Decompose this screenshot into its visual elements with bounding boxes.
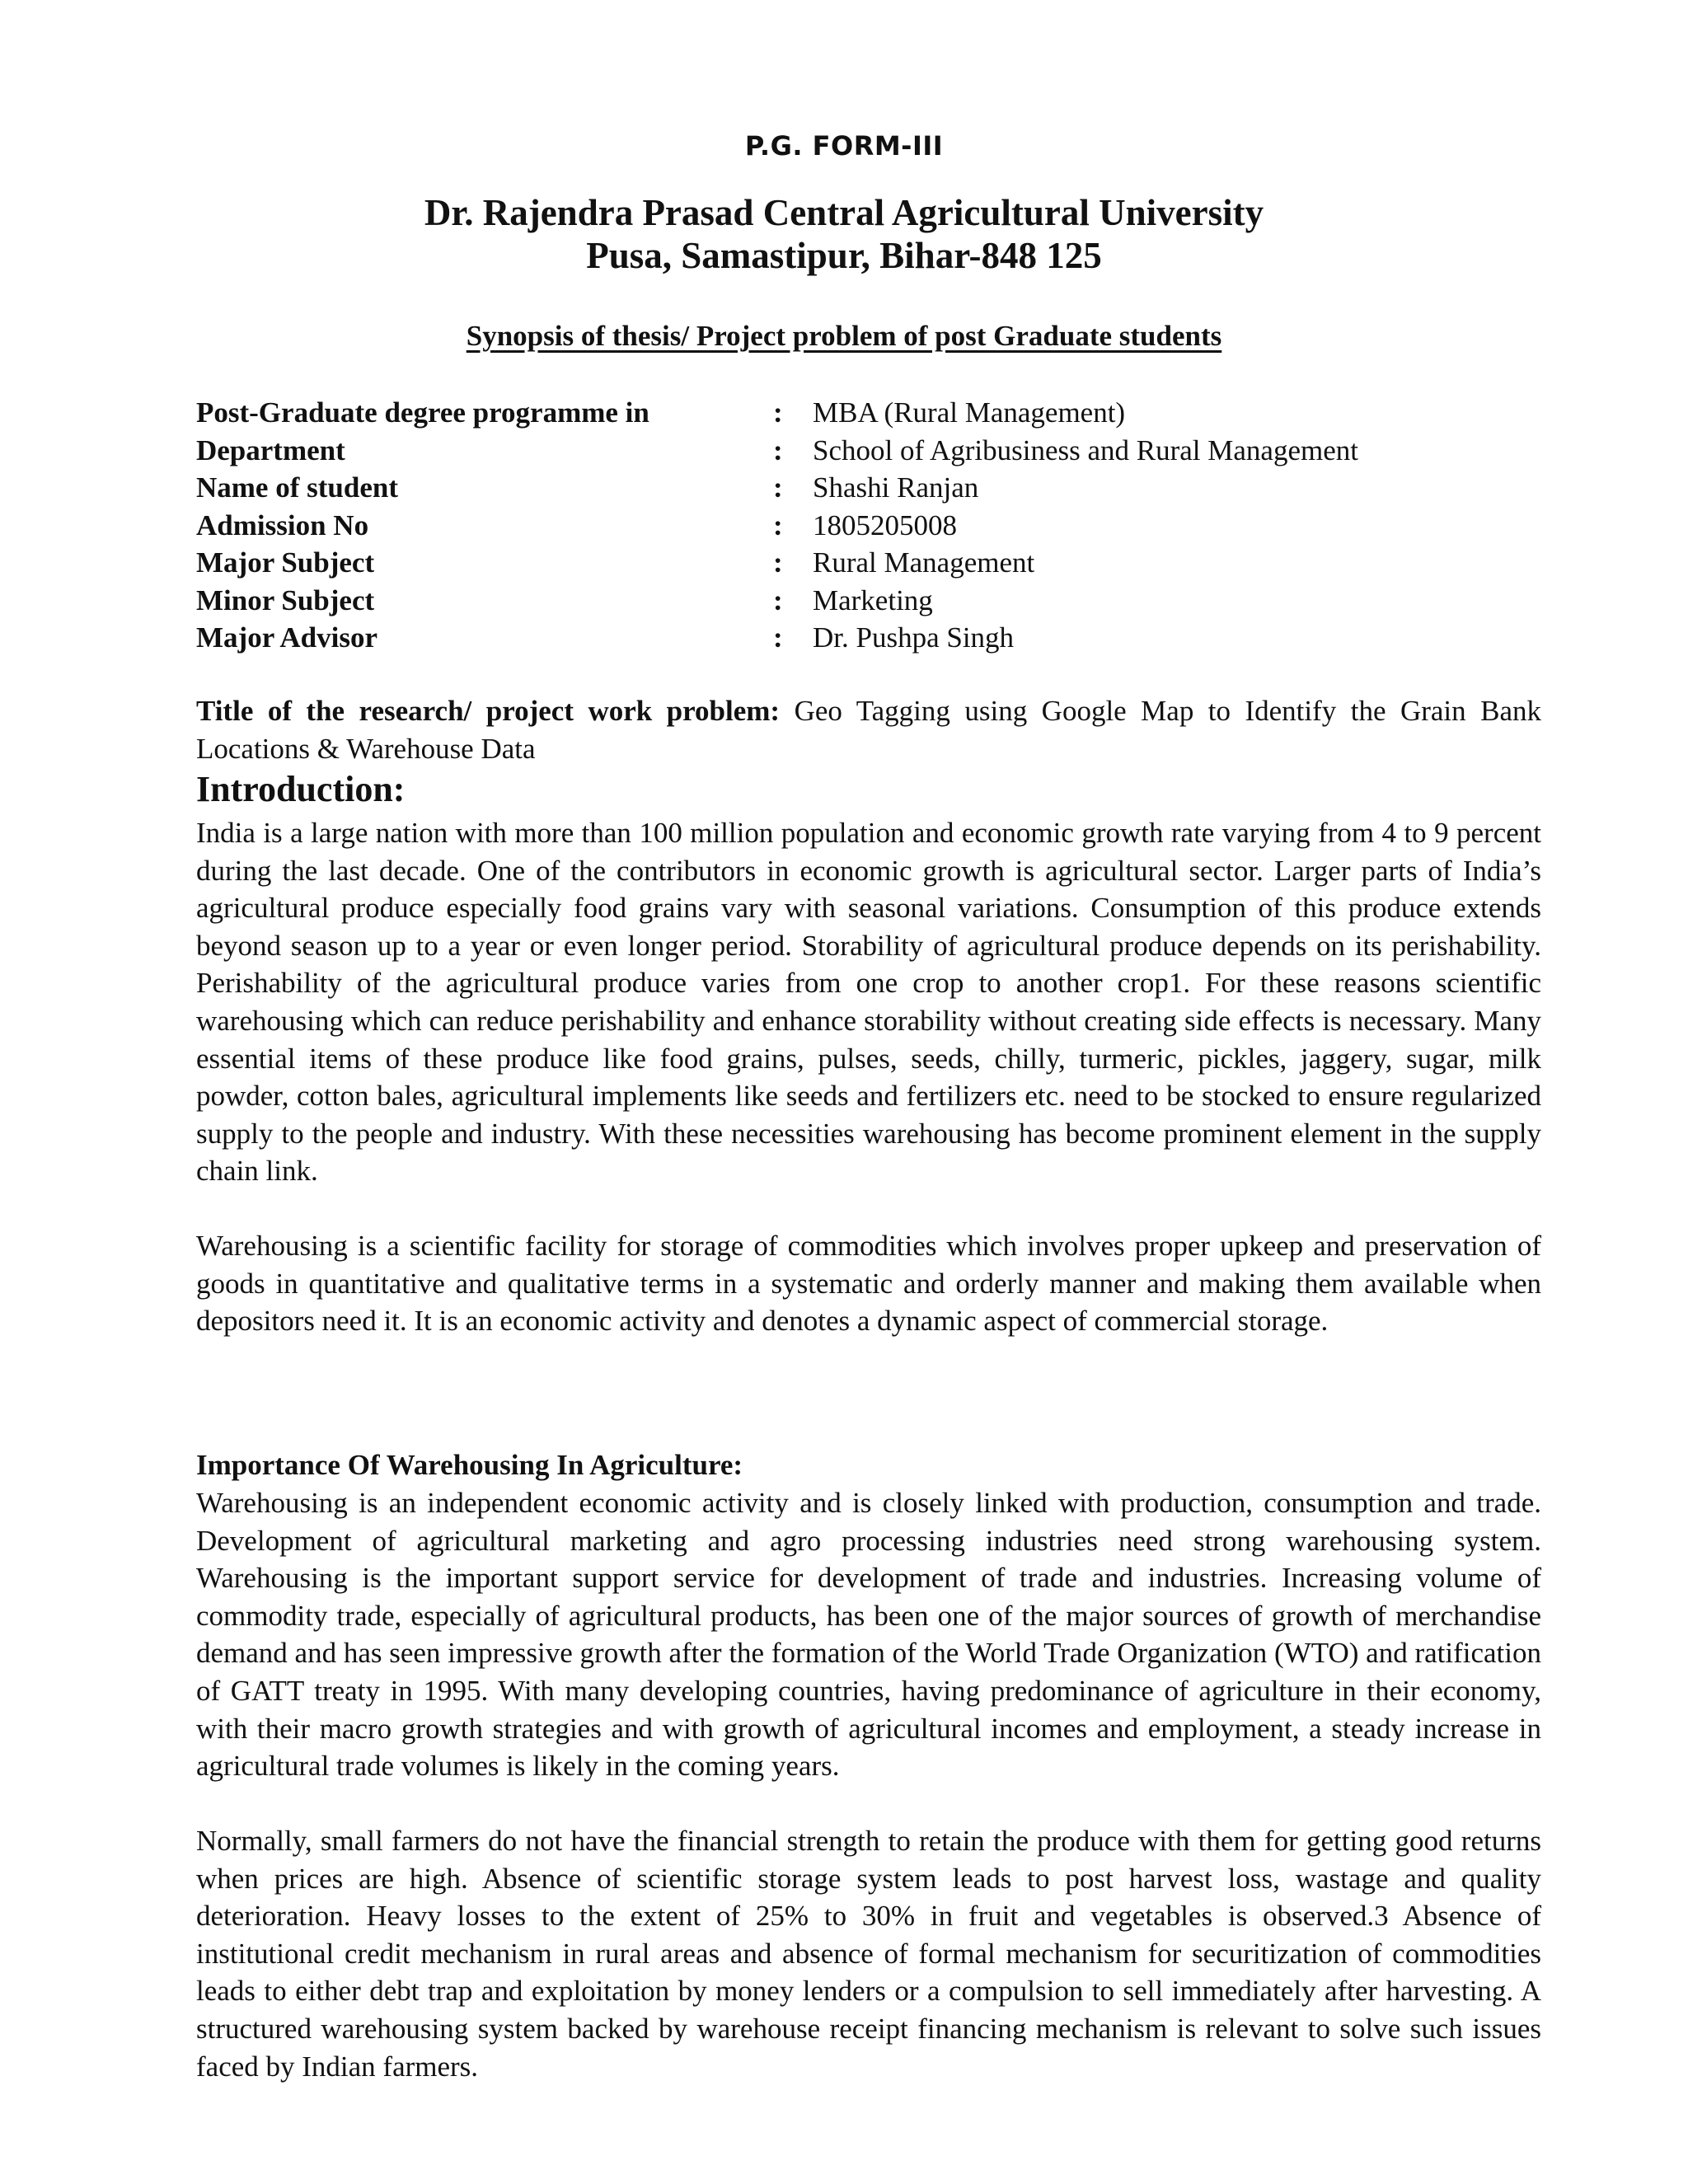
detail-value: School of Agribusiness and Rural Management bbox=[813, 434, 1358, 466]
detail-row-department bbox=[196, 432, 1548, 470]
importance-paragraph-2: Normally, small farmers do not have the financial strength to retain the produce with them for getting good returns when prices are high. Absence of scientific storage system leads to post harvest loss, wastage and quality deterioration. Heavy losses to the extent of 25% to 30% in fruit and vegetables is observed.3 Absence of institutional credit mechanism in rural areas and absence of formal mechanism for securitization of commodities leads to either debt trap and exploitation by money lenders or a compulsion to sell immediately after harvesting. A structured warehousing system backed by warehouse receipt financing mechanism is relevant to solve such issues faced by Indian farmers. bbox=[196, 1825, 1541, 2083]
introduction-heading: Introduction: bbox=[196, 769, 406, 809]
detail-value: 1805205008 bbox=[813, 509, 957, 541]
detail-row-programme bbox=[196, 394, 1548, 432]
research-title bbox=[196, 692, 1541, 767]
importance-paragraph-1: Warehousing is an independent economic activity and is closely linked with production, consumption and trade. Development of agricultural marketing and agro processing industries need strong warehousing system. Warehousing is the important support service for development of trade and industries. Increasing volume of commodity trade, especially of agricultural products, has been one of the major sources of growth of merchandise demand and has seen impressive growth after the formation of the World Trade Organization (WTO) and ratification of GATT treaty in 1995. With many developing countries, having predominance of agriculture in their economy, with their macro growth strategies and with growth of agricultural incomes and employment, a steady increase in agricultural trade volumes is likely in the coming years. bbox=[196, 1487, 1541, 1783]
detail-row-admission-no bbox=[196, 507, 1548, 545]
synopsis-title: Synopsis of thesis/ Project problem of post Graduate students bbox=[466, 320, 1222, 352]
detail-colon: : bbox=[773, 546, 783, 579]
detail-label: Post-Graduate degree programme in bbox=[196, 396, 649, 429]
detail-colon: : bbox=[773, 583, 783, 616]
detail-label: Admission No bbox=[196, 509, 369, 541]
detail-label: Name of student bbox=[196, 471, 398, 504]
detail-colon: : bbox=[773, 509, 783, 541]
importance-heading: Importance Of Warehousing In Agriculture: bbox=[196, 1449, 743, 1481]
detail-colon: : bbox=[773, 621, 783, 654]
detail-row-major-advisor bbox=[196, 619, 1548, 657]
university-name: Dr. Rajendra Prasad Central Agricultural University bbox=[424, 192, 1264, 233]
detail-value: Rural Management bbox=[813, 546, 1035, 579]
detail-label: Minor Subject bbox=[196, 583, 375, 616]
detail-row-major-subject bbox=[196, 544, 1548, 582]
student-details bbox=[196, 394, 1548, 657]
detail-row-minor-subject bbox=[196, 582, 1548, 620]
introduction-paragraph-1: India is a large nation with more than 100 million population and economic growth rate varying from 4 to 9 percent during the last decade. One of the contributors in economic growth is agricultural sector. Larger parts of India’s agricultural produce especially food grains vary with seasonal variations. Consumption of this produce extends beyond season up to a year or even longer period. Storability of agricultural produce depends on its perishability. Perishability of the agricultural produce varies from one crop to another crop1. For these reasons scientific warehousing which can reduce perishability and enhance storability without creating side effects is necessary. Many essential items of these produce like food grains, pulses, seeds, chilly, turmeric, pickles, jaggery, sugar, milk powder, cotton bales, agricultural implements like seeds and fertilizers etc. need to be stocked to ensure regularized supply to the people and industry. With these necessities warehousing has become prominent element in the supply chain link. bbox=[196, 817, 1541, 1188]
research-title-value: Geo Tagging using Google Map to Identify the Grain Bank Locations & Warehouse Data bbox=[196, 695, 1541, 765]
detail-value: Dr. Pushpa Singh bbox=[813, 621, 1015, 654]
detail-value: Marketing bbox=[813, 583, 933, 616]
form-number: P.G. FORM-III bbox=[744, 130, 944, 162]
university-header bbox=[0, 191, 1688, 277]
detail-colon: : bbox=[773, 434, 783, 466]
detail-label: Major Subject bbox=[196, 546, 375, 579]
research-title-label: Title of the research/ project work problem: bbox=[196, 695, 781, 727]
university-address: Pusa, Samastipur, Bihar-848 125 bbox=[586, 235, 1102, 276]
detail-label: Major Advisor bbox=[196, 621, 378, 654]
detail-value: MBA (Rural Management) bbox=[813, 396, 1126, 429]
introduction-paragraph-2: Warehousing is a scientific facility for storage of commodities which involves proper upkeep and preservation of goods in quantitative and qualitative terms in a systematic and orderly manner and making them available when depositors need it. It is an economic activity and denotes a dynamic aspect of commercial storage. bbox=[196, 1230, 1541, 1338]
detail-colon: : bbox=[773, 396, 783, 429]
detail-label: Department bbox=[196, 434, 345, 466]
detail-colon: : bbox=[773, 471, 783, 504]
detail-value: Shashi Ranjan bbox=[813, 471, 979, 504]
detail-row-student-name bbox=[196, 469, 1548, 507]
